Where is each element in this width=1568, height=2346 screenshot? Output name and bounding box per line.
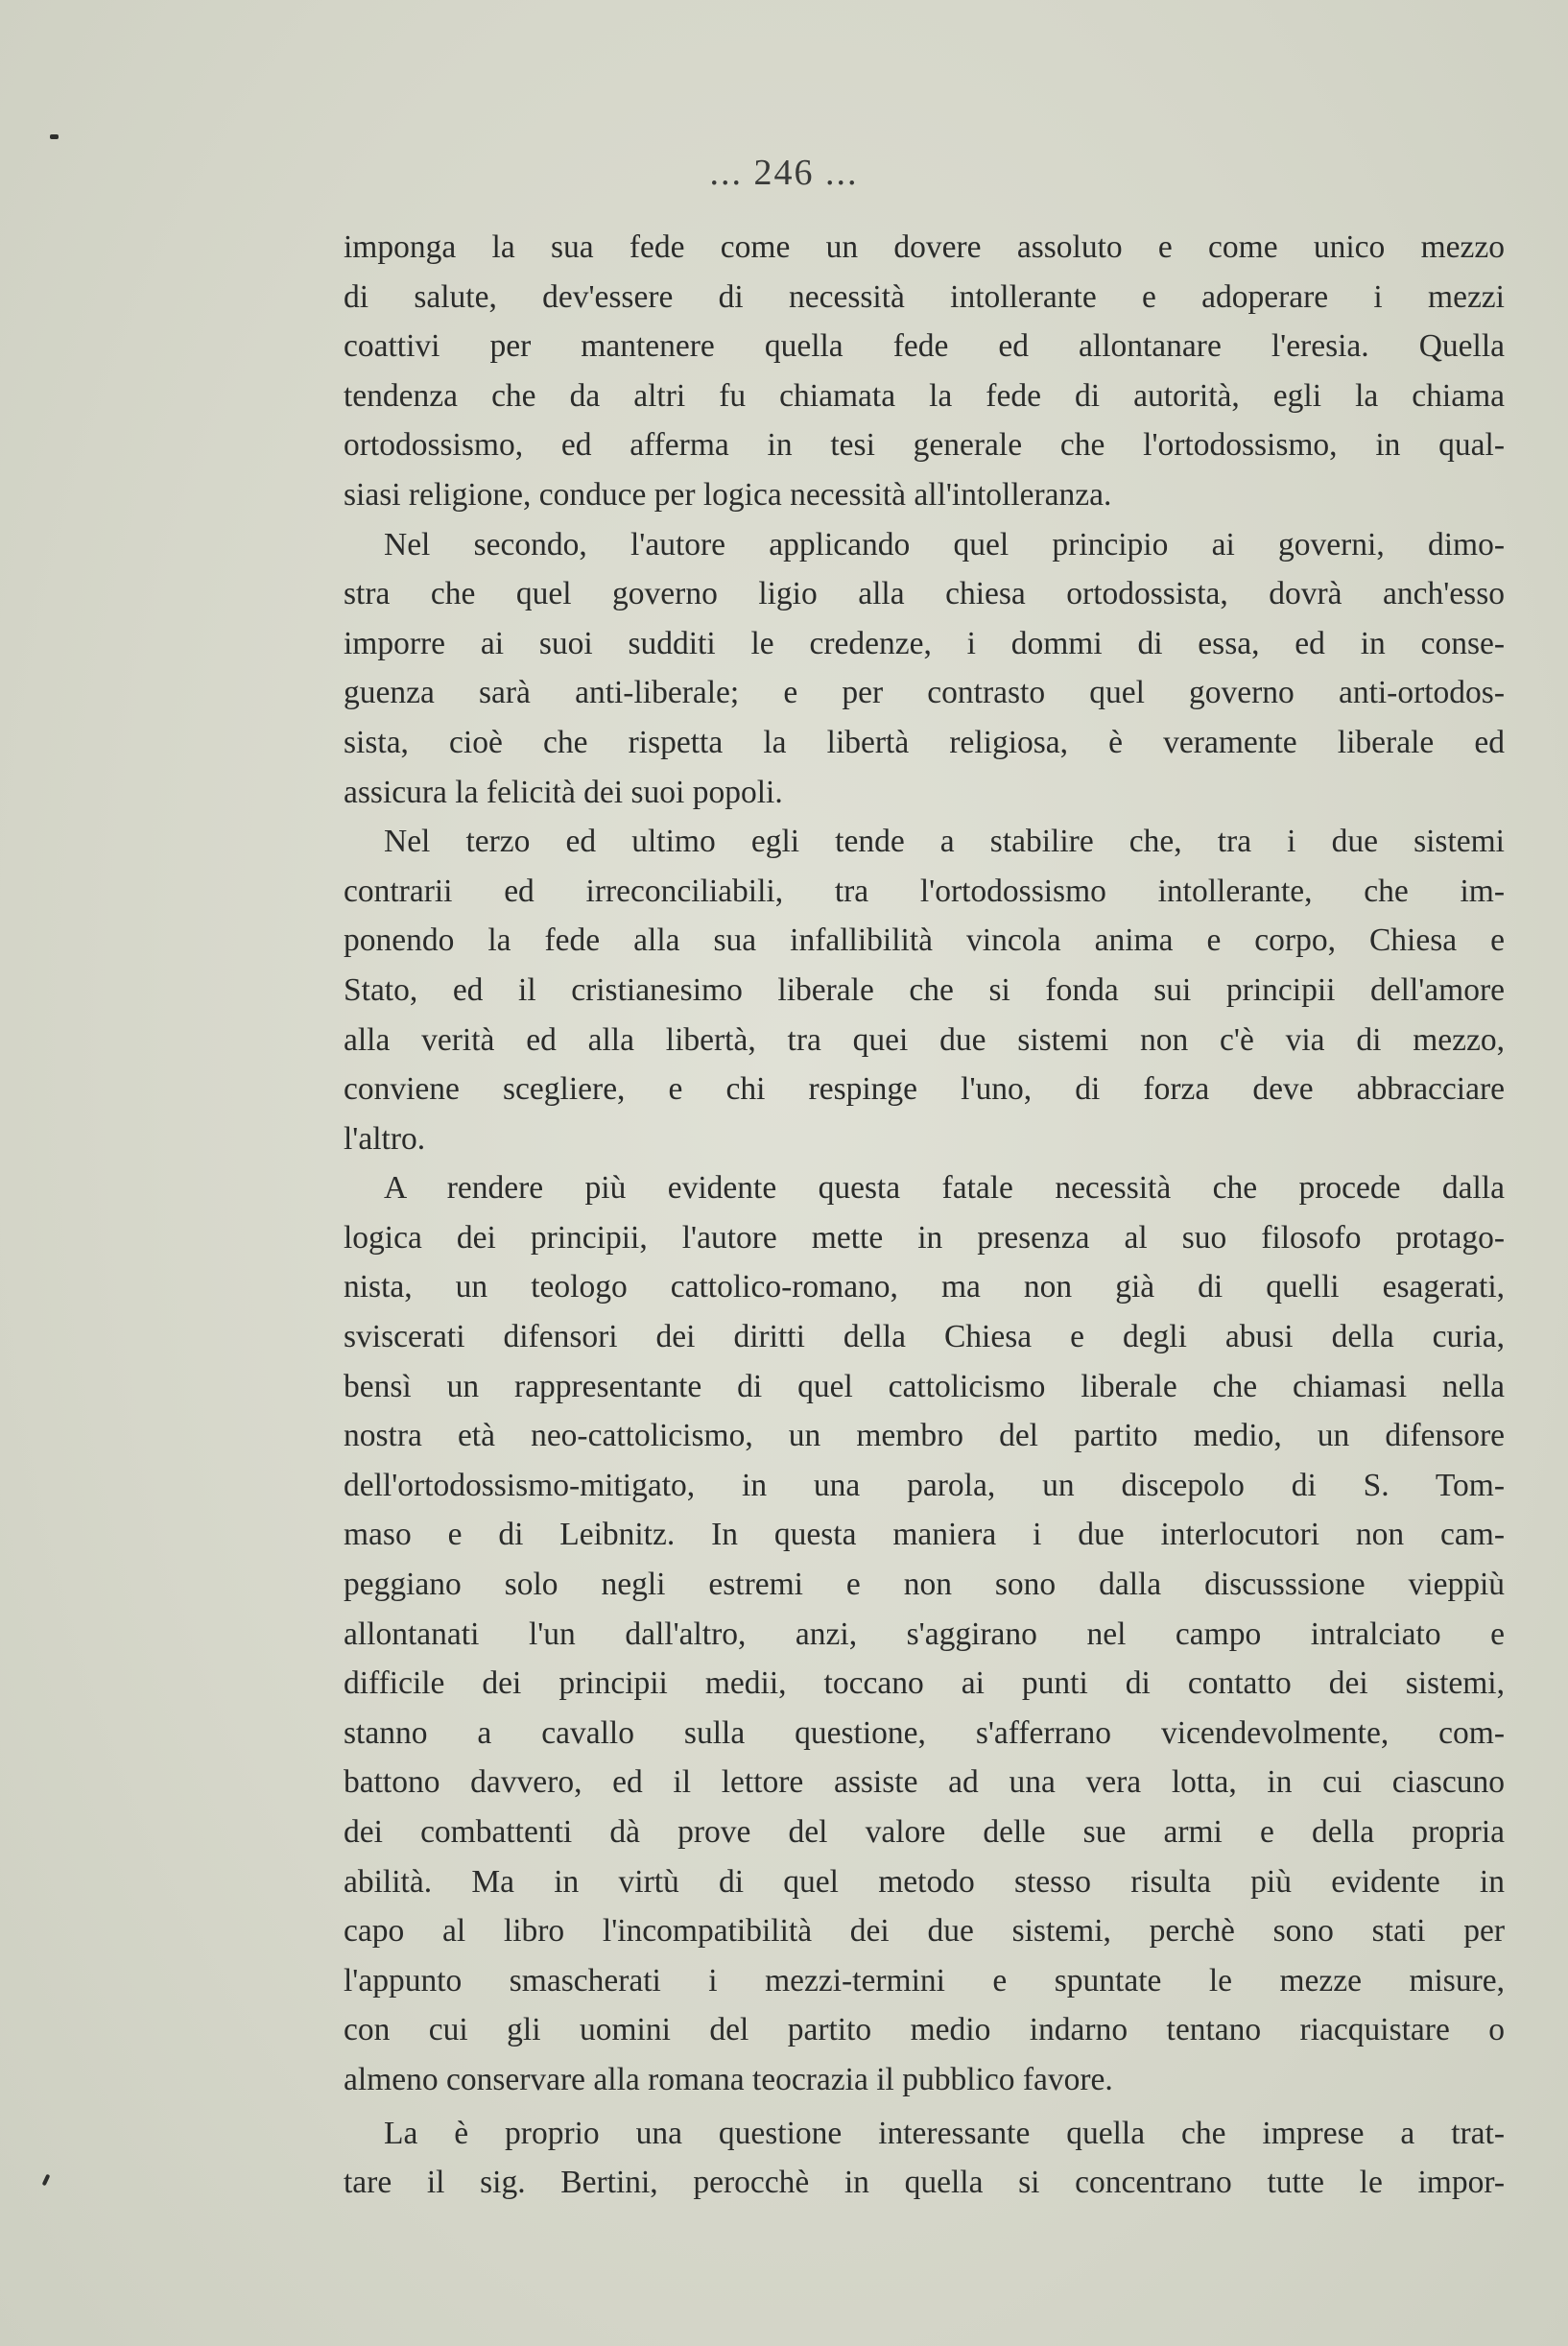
- text-line: Nel terzo ed ultimo egli tende a stabilire che, tra i due sistemi: [384, 824, 1505, 860]
- text-line: siasi religione, conduce per logica necessità all'intolleranza.: [344, 476, 1112, 513]
- text-line: dei combattenti dà prove del valore delle sue armi e della propria: [344, 1814, 1505, 1850]
- text-line: tare il sig. Bertini, perocchè in quella si concentrano tutte le impor-: [344, 2165, 1505, 2201]
- paragraph: [344, 520, 1505, 818]
- text-line: logica dei principii, l'autore mette in presenza al suo filosofo protago-: [344, 1219, 1505, 1256]
- text-line: guenza sarà anti-liberale; e per contrasto quel governo anti-ortodos-: [344, 675, 1505, 711]
- text-line: sista, cioè che rispetta la libertà religiosa, è veramente liberale ed: [344, 724, 1505, 760]
- text-line: nista, un teologo cattolico-romano, ma non già di quelli esagerati,: [344, 1269, 1505, 1305]
- text-line: imporre ai suoi sudditi le credenze, i dommi di essa, ed in conse-: [344, 625, 1505, 661]
- text-line: capo al libro l'incompatibilità dei due sistemi, perchè sono stati per: [344, 1913, 1505, 1950]
- text-line: ponendo la fede alla sua infallibilità vincola anima e corpo, Chiesa e: [344, 922, 1505, 959]
- body-text: [344, 223, 1505, 2208]
- text-line: coattivi per mantenere quella fede ed allontanare l'eresia. Quella: [344, 328, 1505, 365]
- text-line: imponga la sua fede come un dovere assoluto e come unico mezzo: [344, 229, 1505, 265]
- paragraph: [344, 2109, 1505, 2208]
- text-line: alla verità ed alla libertà, tra quei due sistemi non c'è via di mezzo,: [344, 1021, 1505, 1058]
- text-line: abilità. Ma in virtù di quel metodo stesso risulta più evidente in: [344, 1863, 1505, 1900]
- scan-speck: [42, 2174, 51, 2187]
- text-line: sviscerati difensori dei diritti della Chiesa e degli abusi della curia,: [344, 1319, 1505, 1355]
- text-line: Stato, ed il cristianesimo liberale che si fonda sui principii dell'amore: [344, 971, 1505, 1008]
- text-line: allontanati l'un dall'altro, anzi, s'aggirano nel campo intralciato e: [344, 1616, 1505, 1652]
- paragraph: [344, 817, 1505, 1163]
- paragraph: [344, 223, 1505, 520]
- text-line: di salute, dev'essere di necessità intollerante e adoperare i mezzi: [344, 278, 1505, 315]
- text-line: bensì un rappresentante di quel cattolicismo liberale che chiamasi nella: [344, 1368, 1505, 1404]
- text-line: ortodossismo, ed afferma in tesi generale che l'ortodossismo, in qual-: [344, 427, 1505, 464]
- text-line: almeno conservare alla romana teocrazia il pubblico favore.: [344, 2061, 1113, 2097]
- text-line: difficile dei principii medii, toccano ai punti di contatto dei sistemi,: [344, 1665, 1505, 1702]
- text-line: La è proprio una questione interessante quella che imprese a trat-: [384, 2115, 1505, 2151]
- page-number: ... 246 ...: [709, 153, 859, 193]
- text-line: l'altro.: [344, 1120, 426, 1157]
- text-line: battono davvero, ed il lettore assiste ad una vera lotta, in cui ciascuno: [344, 1764, 1505, 1801]
- text-line: maso e di Leibnitz. In questa maniera i due interlocutori non cam-: [344, 1517, 1505, 1553]
- text-line: stra che quel governo ligio alla chiesa ortodossista, dovrà anch'esso: [344, 576, 1505, 612]
- paragraph: [344, 1163, 1505, 2104]
- text-line: dell'ortodossismo-mitigato, in una parola, un discepolo di S. Tom-: [344, 1467, 1505, 1503]
- scan-speck: [50, 134, 59, 139]
- text-line: Nel secondo, l'autore applicando quel principio ai governi, dimo-: [384, 526, 1505, 563]
- text-line: con cui gli uomini del partito medio indarno tentano riacquistare o: [344, 2012, 1505, 2048]
- text-line: assicura la felicità dei suoi popoli.: [344, 774, 783, 810]
- text-line: l'appunto smascherati i mezzi-termini e spuntate le mezze misure,: [344, 1962, 1505, 1999]
- text-line: peggiano solo negli estremi e non sono dalla discusssione vieppiù: [344, 1567, 1505, 1603]
- text-line: conviene scegliere, e chi respinge l'uno, di forza deve abbracciare: [344, 1071, 1505, 1108]
- text-line: stanno a cavallo sulla questione, s'afferrano vicendevolmente, com-: [344, 1714, 1505, 1751]
- text-line: A rendere più evidente questa fatale necessità che procede dalla: [384, 1170, 1505, 1207]
- text-line: nostra età neo-cattolicismo, un membro del partito medio, un difensore: [344, 1418, 1505, 1454]
- text-line: contrarii ed irreconciliabili, tra l'ortodossismo intollerante, che im-: [344, 873, 1505, 909]
- text-line: tendenza che da altri fu chiamata la fede di autorità, egli la chiama: [344, 377, 1505, 414]
